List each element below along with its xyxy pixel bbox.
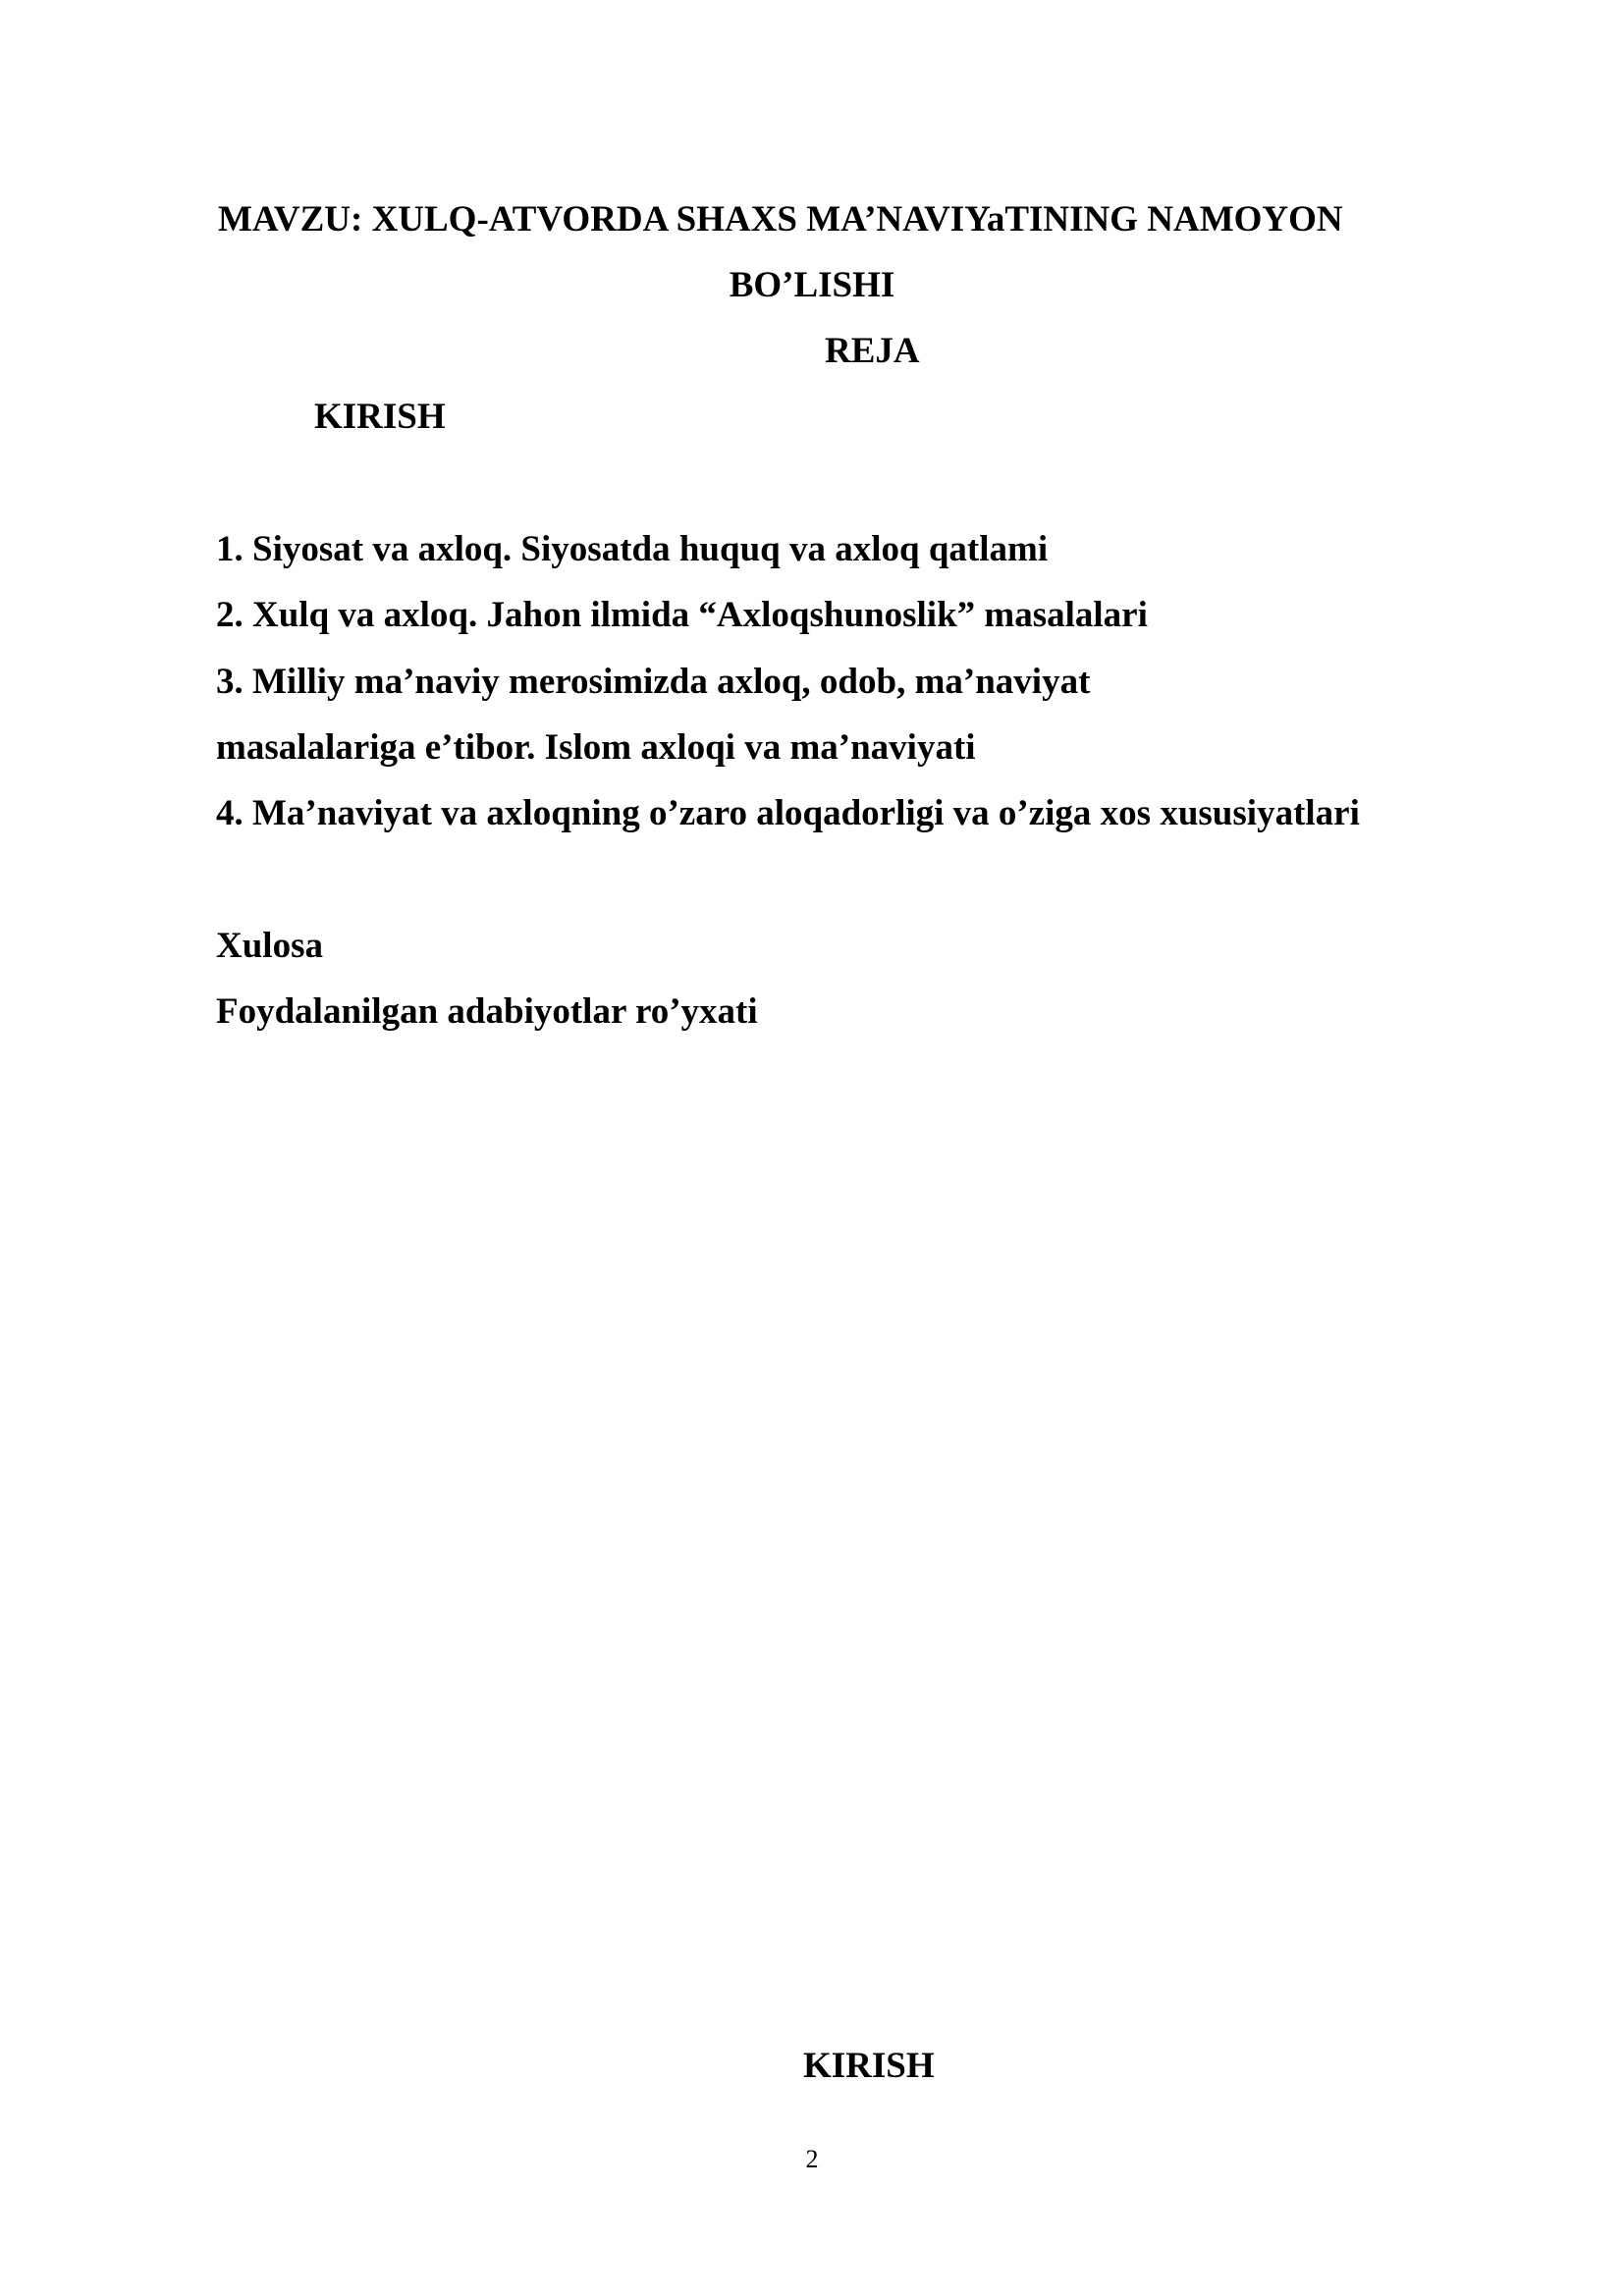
section-heading-kirish: KIRISH (803, 2046, 935, 2086)
toc-item-3-line-1: 3. Milliy ma’naviy merosimizda axloq, odob, ma’naviyat (216, 662, 1091, 702)
page-number: 2 (805, 2145, 819, 2173)
toc-item-2: 2. Xulq va axloq. Jahon ilmida “Axloqshunoslik” masalalari (216, 595, 1148, 635)
document-title-line-2: BO’LISHI (729, 265, 895, 305)
document-title-line-1: MAVZU: XULQ-ATVORDA SHAXS MA’NAVIYaTINING NAMOYON (218, 199, 1343, 240)
plan-heading: REJA (825, 331, 920, 371)
toc-item-3-line-2: masalalariga e’tibor. Islom axloqi va ma’naviyati (216, 727, 976, 768)
toc-item-1: 1. Siyosat va axloq. Siyosatda huquq va axloq qatlami (216, 529, 1049, 569)
toc-item-4: 4. Ma’naviyat va axloqning o’zaro aloqadorligi va o’ziga xos xususiyatlari (216, 793, 1360, 833)
toc-conclusion: Xulosa (216, 926, 323, 966)
toc-references: Foydalanilgan adabiyotlar ro’yxati (216, 991, 758, 1032)
toc-intro: KIRISH (314, 397, 446, 437)
